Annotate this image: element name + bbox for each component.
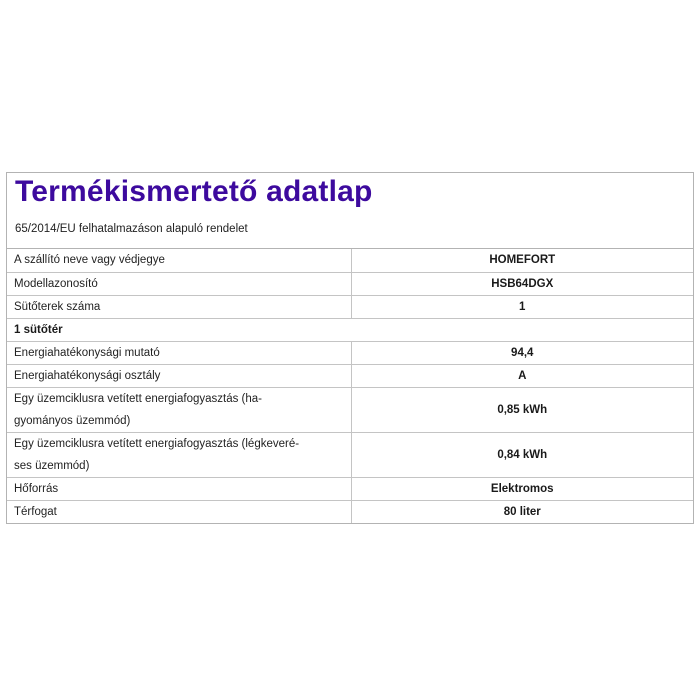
row-label-line2: ses üzemmód)	[14, 459, 90, 472]
table-row-cavities	[7, 295, 693, 318]
row-value: 94,4	[351, 341, 693, 364]
row-value: 1	[351, 295, 693, 318]
row-label: Sütőterek száma	[7, 295, 351, 318]
row-label: Energiahatékonysági mutató	[7, 341, 351, 364]
product-fiche	[6, 172, 694, 524]
row-label: Térfogat	[7, 500, 351, 523]
row-label-line2: gyományos üzemmód)	[14, 414, 131, 427]
row-label: Hőforrás	[7, 477, 351, 500]
row-label	[7, 432, 351, 477]
table-row-conventional-consumption	[7, 387, 693, 432]
table-section-header	[7, 318, 693, 341]
row-value: HSB64DGX	[351, 272, 693, 295]
row-label	[7, 387, 351, 432]
row-value: 0,85 kWh	[351, 387, 693, 432]
table-row-heat-source	[7, 477, 693, 500]
table-row-model	[7, 272, 693, 295]
row-label: A szállító neve vagy védjegye	[7, 249, 351, 272]
table-row-eei	[7, 341, 693, 364]
row-label-line1: Egy üzemciklusra vetített energiafogyasztás (ha-	[14, 392, 263, 405]
fiche-header	[7, 173, 693, 249]
regulation-subtitle: 65/2014/EU felhatalmazáson alapuló rendelet	[15, 223, 248, 235]
row-label: Energiahatékonysági osztály	[7, 364, 351, 387]
page-title: Termékismertető adatlap	[15, 175, 373, 208]
row-label-line1: Egy üzemciklusra vetített energiafogyasztás (légkeveré-	[14, 437, 300, 450]
row-value: HOMEFORT	[489, 254, 556, 267]
row-value: 0,84 kWh	[351, 432, 693, 477]
table-row-volume	[7, 500, 693, 523]
row-value: Elektromos	[351, 477, 693, 500]
table-row-fan-consumption	[7, 432, 693, 477]
row-label: Modellazonosító	[7, 272, 351, 295]
table-row-energy-class	[7, 364, 693, 387]
section-label: 1 sütőtér	[7, 318, 693, 341]
table-row-supplier	[7, 249, 693, 272]
fiche-table	[7, 249, 693, 523]
row-value: A	[351, 364, 693, 387]
row-value: 80 liter	[351, 500, 693, 523]
